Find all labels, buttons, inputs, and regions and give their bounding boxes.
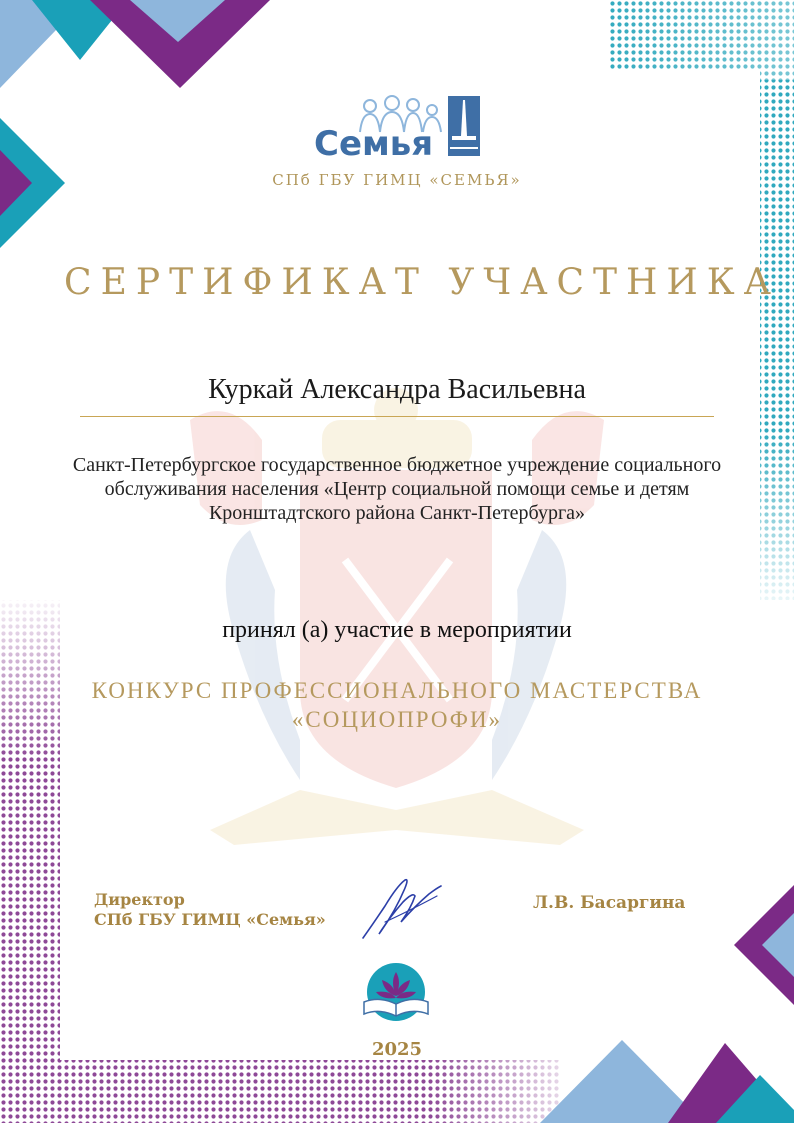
recipient-name: Куркай Александра Васильевна <box>208 374 586 405</box>
director-title <box>94 890 326 930</box>
recipient-organization: Санкт-Петербургское государственное бюджетное учреждение социального обслуживания населения «Центр социальной помощи семье и детям Кронштадтского района Санкт-Петербурга» <box>72 454 722 524</box>
participation-statement: принял (а) участие в мероприятии <box>222 617 572 643</box>
director-title-line-1: Директор <box>94 890 185 909</box>
certificate-year: 2025 <box>371 1039 423 1060</box>
name-underline <box>80 416 714 417</box>
event-name <box>57 676 737 734</box>
semya-logo <box>312 92 484 158</box>
director-name: Л.В. Басаргина <box>533 893 686 913</box>
event-name-line-2: «СОЦИОПРОФИ» <box>291 707 503 732</box>
certificate-title: СЕРТИФИКАТ УЧАСТНИКА <box>64 262 780 303</box>
event-name-line-1: КОНКУРС ПРОФЕССИОНАЛЬНОГО МАСТЕРСТВА <box>91 678 703 703</box>
peter-and-paul-spire-icon <box>448 96 480 156</box>
director-title-line-2: СПб ГБУ ГИМЦ «Семья» <box>94 910 326 929</box>
logo-word: Семья <box>314 124 434 158</box>
handwritten-signature <box>355 872 445 944</box>
book-emblem <box>360 962 432 1024</box>
organization-short-name: СПб ГБУ ГИМЦ «СЕМЬЯ» <box>272 171 522 189</box>
